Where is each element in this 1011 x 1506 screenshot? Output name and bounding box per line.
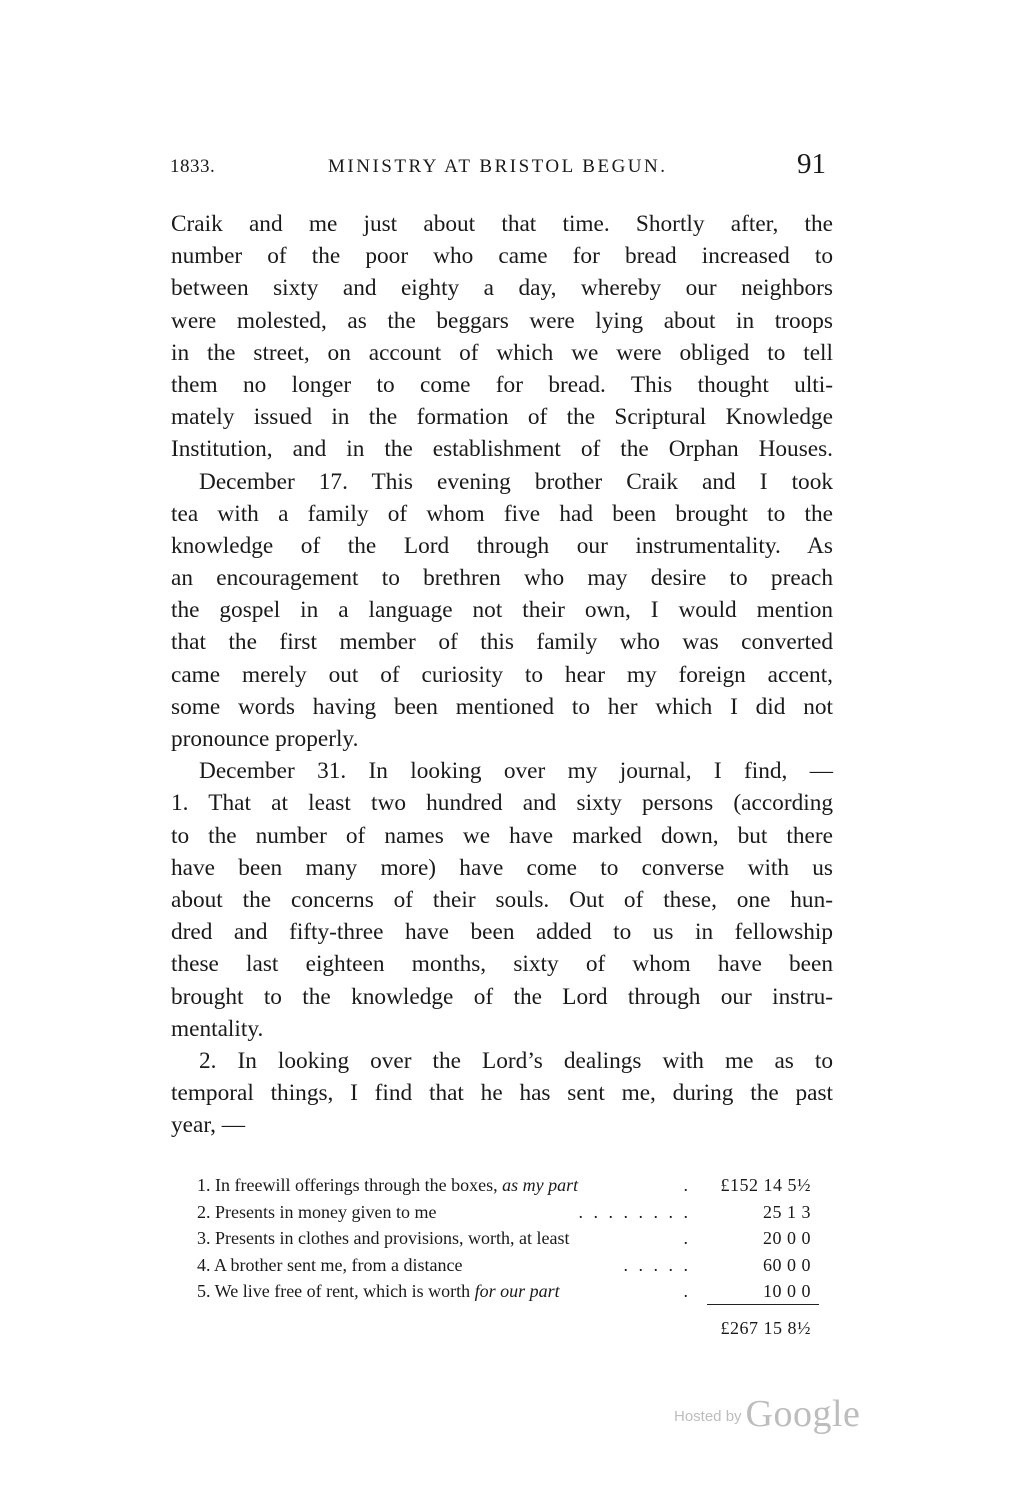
text-line: Institution, and in the establishment of the Orphan Houses. xyxy=(171,436,833,463)
page-number: 91 xyxy=(797,148,826,180)
text-line: between sixty and eighty a day, whereby our neighbors xyxy=(171,275,833,302)
accounts-table xyxy=(197,1172,823,1338)
watermark-prefix: Hosted by xyxy=(674,1408,742,1425)
account-amount: 25 1 3 xyxy=(763,1201,811,1222)
text-line: in the street, on account of which we were obliged to tell xyxy=(171,339,833,366)
account-amount: 10 0 0 xyxy=(763,1281,811,1301)
account-row xyxy=(197,1225,823,1252)
text-line: Craik and me just about that time. Shortly after, the xyxy=(171,211,833,237)
account-amount: 60 0 0 xyxy=(763,1254,811,1275)
account-amount: 20 0 0 xyxy=(763,1228,811,1248)
dot-leader: . xyxy=(683,1228,691,1248)
text-line: came merely out of curiosity to hear my foreign accent, xyxy=(171,661,833,688)
text-line: have been many more) have come to converse with us xyxy=(171,854,833,881)
account-label: 5. We live free of rent, which is worth for our part xyxy=(197,1281,560,1301)
account-label: 4. A brother sent me, from a distance xyxy=(197,1254,463,1275)
text-line: were molested, as the beggars were lying about in troops xyxy=(171,307,833,334)
text-line: year, — xyxy=(171,1112,246,1139)
text-line: an encouragement to brethren who may desire to preach xyxy=(171,565,833,592)
text-line: temporal things, I find that he has sent me, during the past xyxy=(171,1080,833,1107)
account-row xyxy=(197,1199,823,1226)
google-logo: Google xyxy=(745,1393,861,1435)
text-line: about the concerns of their souls. Out of these, one hun- xyxy=(171,886,833,913)
text-line: mately issued in the formation of the Scriptural Knowledge xyxy=(171,404,833,431)
account-amount: £152 14 5½ xyxy=(720,1175,811,1195)
text-line: mentality. xyxy=(171,1015,264,1042)
text-line: knowledge of the Lord through our instrumentality. As xyxy=(171,532,833,559)
text-line: 1. That at least two hundred and sixty persons (according xyxy=(171,790,833,817)
account-label: 3. Presents in clothes and provisions, worth, at least xyxy=(197,1228,570,1248)
account-label: 2. Presents in money given to me xyxy=(197,1201,437,1222)
body-text xyxy=(171,208,833,1141)
text-line: pronounce properly. xyxy=(171,726,359,752)
text-line: them no longer to come for bread. This thought ulti- xyxy=(171,371,833,398)
text-line: number of the poor who came for bread increased to xyxy=(171,243,833,270)
text-line: some words having been mentioned to her which I did not xyxy=(171,693,833,720)
account-label: 1. In freewill offerings through the boxes, as my part xyxy=(197,1175,579,1195)
running-head xyxy=(170,148,832,188)
account-row xyxy=(197,1252,823,1279)
dot-leader: . . . . . . . . xyxy=(578,1201,691,1222)
account-row xyxy=(197,1172,823,1199)
chapter-title: MINISTRY AT BRISTOL BEGUN. xyxy=(328,156,668,177)
text-line: to the number of names we have marked down, but there xyxy=(171,822,833,849)
dot-leader: . xyxy=(683,1175,691,1195)
account-total-row xyxy=(197,1305,823,1338)
text-line: December 17. This evening brother Craik and I took xyxy=(199,468,833,495)
text-line: dred and fifty-three have been added to us in fellowship xyxy=(171,919,833,946)
text-line: the gospel in a language not their own, I would mention xyxy=(171,597,833,624)
dot-leader: . . . . . xyxy=(623,1254,691,1275)
text-line: December 31. In looking over my journal, I find, — xyxy=(199,758,833,785)
account-row xyxy=(197,1278,823,1305)
dot-leader: . xyxy=(683,1281,691,1301)
text-line: brought to the knowledge of the Lord through our instru- xyxy=(171,983,833,1010)
header-year: 1833. xyxy=(170,156,216,177)
text-line: tea with a family of whom five had been brought to the xyxy=(171,500,833,527)
text-line: 2. In looking over the Lord’s dealings with me as to xyxy=(199,1047,833,1074)
account-total: £267 15 8½ xyxy=(720,1317,811,1338)
text-line: that the first member of this family who was converted xyxy=(171,629,833,656)
hosted-by-watermark xyxy=(674,1392,860,1436)
text-line: these last eighteen months, sixty of whom have been xyxy=(171,951,833,978)
